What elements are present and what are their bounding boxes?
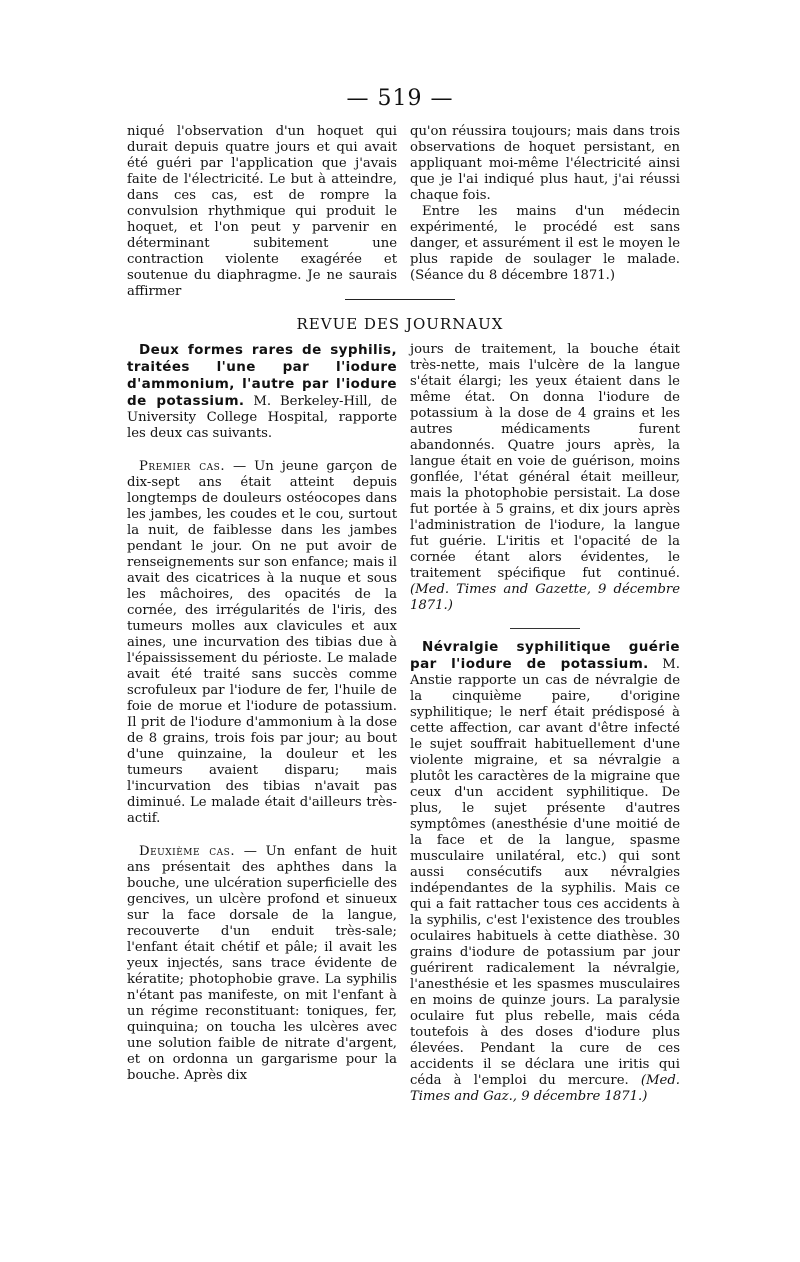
case-1 bbox=[127, 459, 397, 827]
top-right-column bbox=[410, 124, 680, 292]
article-2-title: Névralgie syphilitique guérie par l'iodure de potassium. bbox=[410, 639, 680, 672]
continued-paragraph: niqué l'observation d'un hoquet qui durait depuis quatre jours et qui avait été guéri par l'application que j'avais faite de l'électricité. Le but à atteindre, dans ces cas, est de rompre la convulsion rhythmique qui produit le hoquet, et l'on peut y parvenir en déterminant subitement une contraction violente exagérée et soutenue du diaphragme. Je ne saurais affirmer bbox=[127, 124, 397, 299]
article-1-continuation bbox=[410, 342, 680, 614]
article-1-citation: (Med. Times and Gazette, 9 décembre 1871.) bbox=[410, 582, 680, 613]
case-2 bbox=[127, 844, 397, 1084]
top-left-column bbox=[127, 124, 397, 299]
paragraph: Entre les mains d'un médecin expérimenté, le procédé est sans danger, et assurément il est le moyen le plus rapide de soulager le malade. (Séance du 8 décembre 1871.) bbox=[410, 204, 680, 283]
article-2-citation: (Med. Times and Gaz., 9 décembre 1871.) bbox=[410, 1073, 680, 1104]
case-1-label: Premier cas. bbox=[139, 459, 226, 474]
continuation-text: jours de traitement, la bouche était très-nette, mais l'ulcère de la langue s'était élargi; les yeux étaient dans le même état. On donna l'iodure de potassium à la dose de 4 grains et les autres médicaments furent abandonnés. Quatre jours après, la langue était en voie de guérison, moins gonflée, l'état général était meilleur, mais la photophobie persistait. La dose fut portée à 5 grains, et dix jours après l'administration de l'iodure, la langue fut guérie. L'iritis et l'opacité de la cornée étant alors évidentes, le traitement spécifique fut continué. bbox=[410, 342, 680, 581]
paragraph: qu'on réussira toujours; mais dans trois observations de hoquet persistant, en appliquant moi-même l'électricité ainsi que je l'ai indiqué plus haut, j'ai réussi chaque fois. bbox=[410, 124, 680, 203]
article-2 bbox=[410, 639, 680, 1105]
section-divider bbox=[345, 299, 455, 300]
article-1 bbox=[127, 342, 397, 442]
article-1-intro: M. Berkeley-Hill, de University College Hospital, rapporte les deux cas suivants. bbox=[127, 394, 397, 441]
article-1-title: Deux formes rares de syphilis, traitées l'une par l'iodure d'ammonium, l'autre par l'iodure de potassium. bbox=[127, 342, 397, 409]
bottom-right-column bbox=[410, 342, 680, 1105]
article-divider bbox=[510, 628, 580, 629]
case-2-text: — Un enfant de huit ans présentait des aphthes dans la bouche, une ulcération superficielle des gencives, un ulcère profond et sinueux sur la face dorsale de la langue, recouverte d'un enduit très-sale; l'enfant était chétif et pâle; il avait les yeux injectés, sans trace évidente de kératite; photophobie grave. La syphilis n'étant pas manifeste, on mit l'enfant à un régime reconstituant: toniques, fer, quinquina; on toucha les ulcères avec une solution faible de nitrate d'argent, et on ordonna un gargarisme pour la bouche. Après dix bbox=[127, 844, 397, 1083]
page-number: — 519 — bbox=[346, 86, 454, 111]
section-heading: REVUE DES JOURNAUX bbox=[296, 315, 504, 333]
article-2-text: M. Anstie rapporte un cas de névralgie de la cinquième paire, d'origine syphilitique; le nerf était prédisposé à cette affection, car avant d'être infecté le sujet souffrait habituellement d'une violente migraine, et sa névralgie a plutôt les caractères de la migraine que ceux d'un accident syphilitique. De plus, le sujet présente d'autres symptômes (anesthésie d'une moitié de la face et de la langue, spasme musculaire unilatéral, etc.) qui sont aussi consécutifs aux névralgies indépendantes de la syphilis. Mais ce qui a fait rattacher tous ces accidents à la syphilis, c'est l'existence des troubles oculaires habituels à cette diathèse. 30 grains d'iodure de potassium par jour guérirent radicalement la névralgie, l'anesthésie et les spasmes musculaires en moins de quinze jours. La paralysie oculaire fut plus rebelle, mais céda toutefois à des doses d'iodure plus élevées. Pendant la cure de ces accidents il se déclara une iritis qui céda à l'emploi du mercure. bbox=[410, 657, 680, 1088]
case-1-text: — Un jeune garçon de dix-sept ans était atteint depuis longtemps de douleurs ostéocopes dans les jambes, les coudes et le cou, surtout la nuit, de faiblesse dans les jambes pendant le jour. On ne put avoir de renseignements sur son enfance; mais il avait des cicatrices à la nuque et sous les mâchoires, des opacités de la cornée, des irrégularités de l'iris, des tumeurs molles aux clavicules et aux aines, une incurvation des tibias due à l'épaississement du périoste. Le malade avait été traité sans succès comme scrofuleux par l'iodure de fer, l'huile de foie de morue et l'iodure de potassium. Il prit de l'iodure d'ammonium à la dose de 8 grains, trois fois par jour; au bout d'une quinzaine, la douleur et les tumeurs avaient disparu; mais l'incurvation des tibias n'avait pas diminué. Le malade était d'ailleurs très-actif. bbox=[127, 459, 397, 826]
case-2-label: Deuxième cas. bbox=[139, 844, 236, 859]
bottom-left-column bbox=[127, 342, 397, 1084]
